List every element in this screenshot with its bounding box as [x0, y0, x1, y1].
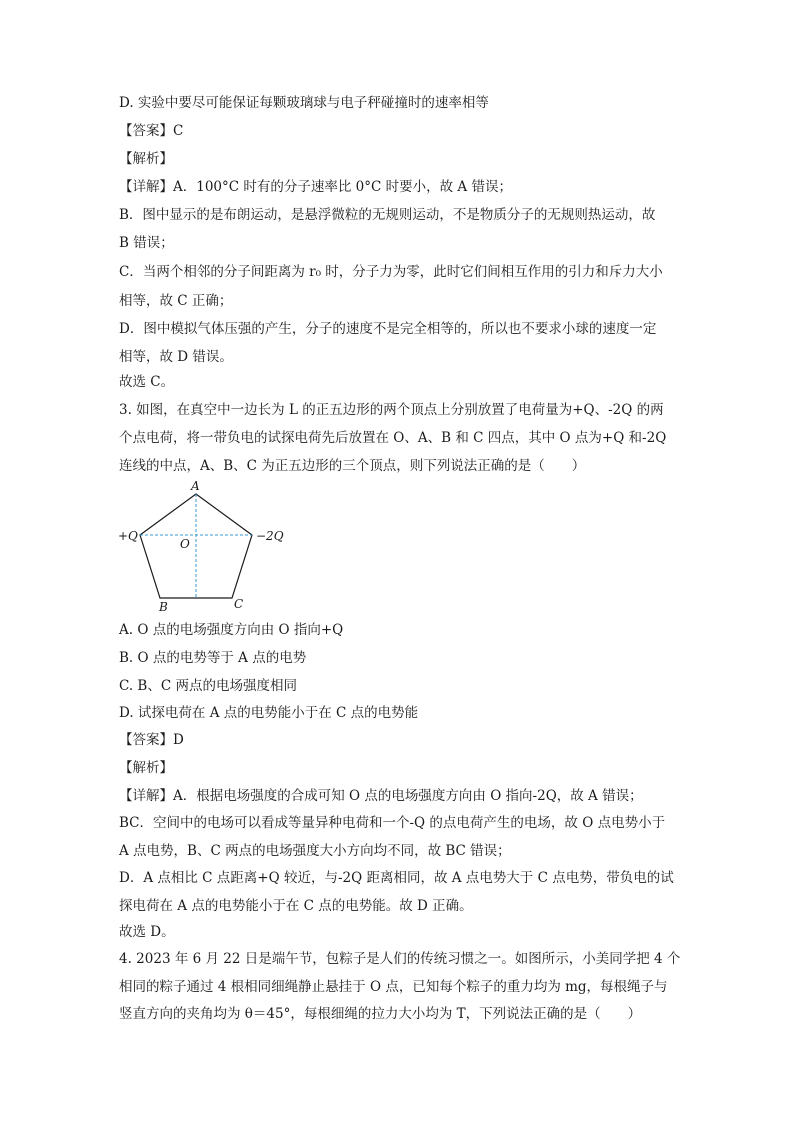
text-line-22: BC．空间中的电场可以看成等量异种电荷和一个-Q 的点电荷产生的电场，故 O 点电势小于 — [119, 815, 666, 831]
option-D: D. 试探电荷在 A 点的电势能小于在 C 点的电势能 — [119, 705, 419, 721]
answer-line-q2: 【答案】C — [119, 123, 184, 139]
text-line-6: B 错误； — [119, 235, 174, 251]
text-line-4: 【详解】A．100°C 时有的分子速率比 0°C 时要小，故 A 错误； — [119, 179, 512, 195]
label-plus-Q: +Q — [118, 529, 138, 543]
label-O: O — [180, 537, 190, 551]
analysis-heading-q2: 【解析】 — [119, 151, 173, 167]
question-3-line-3: 连线的中点，A、B、C 为正五边形的三个顶点，则下列说法正确的是（ ） — [119, 458, 586, 474]
text-line-7: C．当两个相邻的分子间距离为 r₀ 时，分子力为零，此时它们间相互作用的引力和斥力大小 — [119, 264, 663, 280]
label-minus-2Q: −2Q — [256, 529, 284, 543]
text-line-11: 故选 C。 — [119, 374, 175, 390]
label-C: C — [234, 597, 244, 611]
question-4-line-3: 竖直方向的夹角均为 θ＝45°，每根细绳的拉力大小均为 T，下列说法正确的是（ ） — [119, 1006, 642, 1022]
text-line-24: D．A 点相比 C 点距离+Q 较近，与-2Q 距离相同，故 A 点电势大于 C 点电势，带负电的试 — [119, 870, 674, 886]
answer-line-q3: 【答案】D — [119, 732, 184, 748]
pentagon-diagram — [112, 478, 292, 614]
text-line-8: 相等，故 C 正确； — [119, 293, 233, 309]
question-3-line-2: 个点电荷，将一带负电的试探电荷先后放置在 O、A、B 和 C 四点，其中 O 点为+Q 和-2Q — [119, 430, 667, 446]
option-B: B. O 点的电势等于 A 点的电势 — [119, 650, 307, 666]
text-line-21: 【详解】A．根据电场强度的合成可知 O 点的电场强度方向由 O 指向-2Q，故 A 错误； — [119, 788, 643, 804]
text-line-5: B．图中显示的是布朗运动，是悬浮微粒的无规则运动，不是物质分子的无规则热运动，故 — [119, 207, 656, 223]
question-4-line-1: 4. 2023 年 6 月 22 日是端午节，包粽子是人们的传统习惯之一。如图所示，小美同学把 4 个 — [119, 951, 681, 967]
label-B: B — [159, 600, 168, 614]
question-3-line-1: 3. 如图，在真空中一边长为 L 的正五边形的两个顶点上分别放置了电荷量为+Q、-2Q 的两 — [119, 402, 664, 418]
option-C: C. B、C 两点的电场强度相同 — [119, 678, 297, 694]
text-line-26: 故选 D。 — [119, 924, 175, 940]
text-line-23: A 点电势，B、C 两点的电场强度大小方向均不同，故 BC 错误； — [119, 843, 511, 859]
analysis-heading-q3: 【解析】 — [119, 760, 173, 776]
label-A: A — [191, 479, 200, 493]
option-A: A. O 点的电场强度方向由 O 指向+Q — [119, 622, 344, 638]
text-line-10: 相等，故 D 错误。 — [119, 349, 233, 365]
text-line-9: D．图中模拟气体压强的产生，分子的速度不是完全相等的，所以也不要求小球的速度一定 — [119, 321, 657, 337]
question-4-line-2: 相同的粽子通过 4 根相同细绳静止悬挂于 O 点，已知每个粽子的重力均为 mg，每根绳子与 — [119, 979, 668, 995]
text-line-25: 探电荷在 A 点的电势能小于在 C 点的电势能。故 D 正确。 — [119, 898, 473, 914]
text-line-1: D. 实验中要尽可能保证每颗玻璃球与电子秤碰撞时的速率相等 — [119, 95, 489, 111]
